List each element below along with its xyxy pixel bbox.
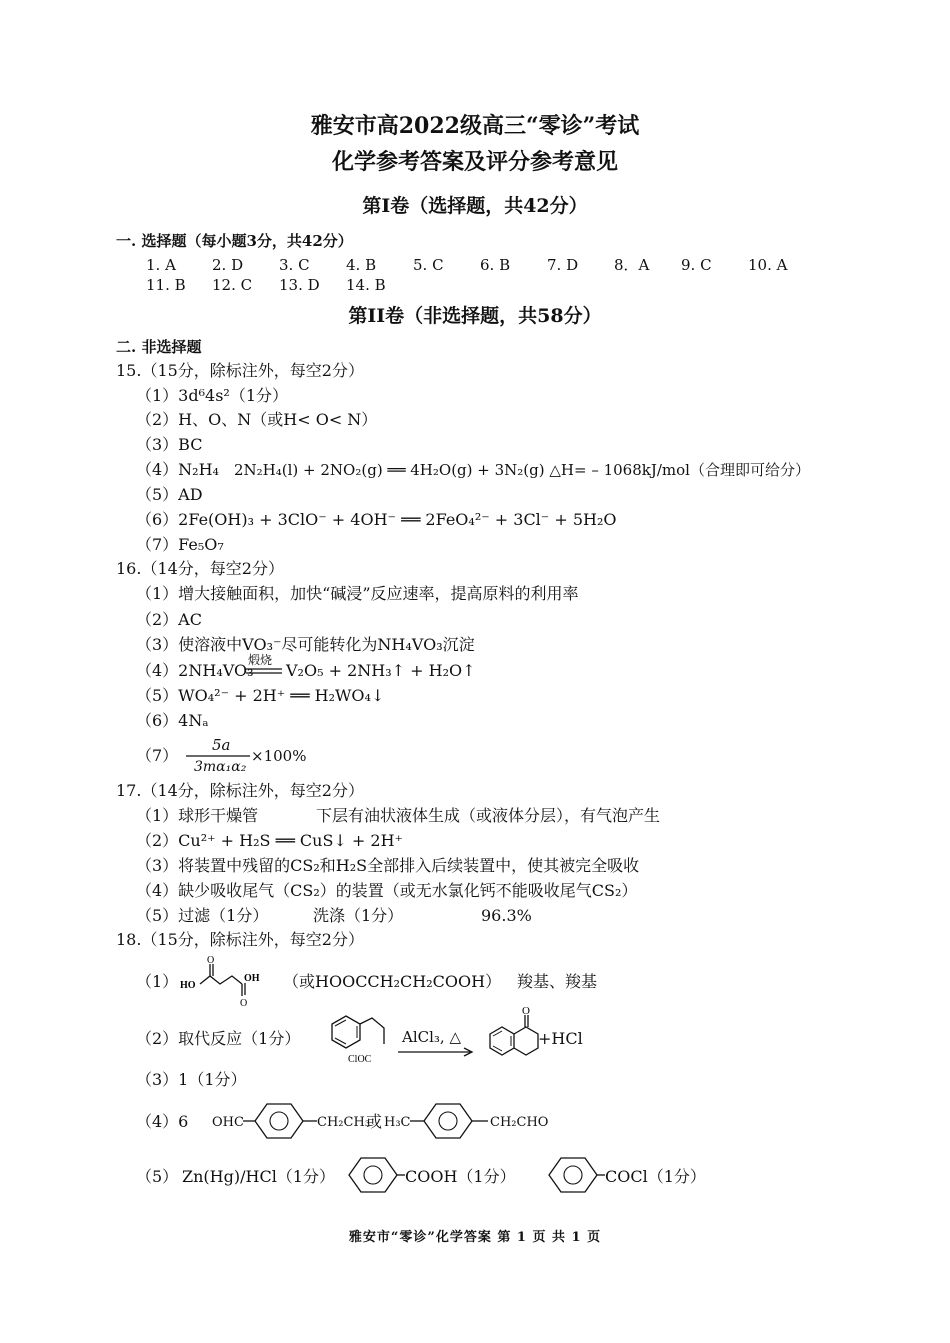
q15-answer-2: （2）H、O、N（或H< O< N） [136,410,378,429]
succinic-o-bottom: O [240,998,248,1009]
q15-answer-7: （7）Fe₅O₇ [136,535,224,554]
page-footer: 雅安市“零诊”化学答案 第 1 页 共 1 页 [348,1230,602,1245]
mc-answer: 3. C [279,256,310,274]
q18-answer-5-label: （5） [136,1167,179,1186]
q17-answer-5c: 96.3% [481,906,532,925]
q17-answer-5b: 洗涤（1分） [313,906,404,925]
succinic-ho: HO [180,980,196,991]
q18-answer-3: （3）1（1分） [136,1070,247,1089]
mc-answer: 6. B [480,256,511,274]
mc-answer: 1. A [146,256,176,274]
reactant-cloc-label: ClOC [348,1054,372,1065]
isomer-1-ethyl: CH₂CH₃ [317,1115,370,1130]
mc-answer: 10. A [748,256,788,274]
q18-header: 18.（15分，除标注外，每空2分） [116,930,364,949]
q18-answer-5-cooh: COOH（1分） [405,1167,516,1186]
part1-heading: 第I卷（选择题，共42分） [362,195,588,217]
q17-answer-1b: 下层有油状液体生成（或液体分层），有气泡产生 [316,806,661,825]
succinic-acid-structure [178,954,278,1010]
q17-answer-5a: （5）过滤（1分） [136,906,269,925]
succinic-oh: OH [244,973,260,984]
q18-answer-2-label: （2）取代反应（1分） [136,1029,301,1048]
q16-fraction-numerator: 5a [212,736,231,754]
q18-reaction-arrow [398,1048,478,1056]
isomer-or: 或 [366,1112,383,1131]
mc-answer: 11. B [146,276,186,294]
q16-answer-7-tail: ×100% [251,747,307,765]
mc-answer: 4. B [346,256,377,274]
page-title: 雅安市高2022级高三“零诊”考试 [310,113,640,139]
mc-answer: 5. C [413,256,444,274]
q17-answer-3: （3）将装置中残留的CS₂和H₂S全部排入后续装置中，使其被完全吸收 [136,856,640,875]
benzoic-acid-ring [345,1152,409,1200]
q17-header: 17.（14分，除标注外，每空2分） [116,781,364,800]
q16-answer-3: （3）使溶液中VO₃⁻尽可能转化为NH₄VO₃沉淀 [136,635,475,654]
q18-answer-2-hcl: +HCl [538,1029,583,1048]
q18-answer-1-formula: （或HOOCCH₂CH₂COOH） [283,972,502,991]
q16-answer-2: （2）AC [136,610,202,629]
mc-answer: 9. C [681,256,712,274]
isomer-1-ohc: OHC [212,1115,244,1130]
q15-answer-4-equation: 2N₂H₄(l) + 2NO₂(g) ══ 4H₂O(g) + 3N₂(g) △H= – 1068kJ/mol（合理即可给分） [234,461,810,479]
succinic-o-top: O [207,955,215,966]
q16-answer-7-label: （7） [136,746,179,765]
acyl-chloride-reactant-structure [326,1012,396,1068]
mc-answer: 8．A [614,256,650,274]
q17-answer-4: （4）缺少吸收尾气（CS₂）的装置（或无水氯化钙不能吸收尾气CS₂） [136,881,638,900]
q18-answer-5-reagent: Zn(Hg)/HCl（1分） [182,1167,335,1186]
benzoyl-chloride-ring [545,1152,609,1200]
q18-answer-1-groups: 羧基、羧基 [517,972,598,991]
q18-answer-2-condition: AlCl₃, △ [402,1028,461,1046]
isomer-2-benzene-ring [410,1098,494,1146]
q16-header: 16.（14分，每空2分） [116,559,284,578]
q15-answer-4-label: （4）N₂H₄ [136,460,219,479]
q18-answer-5-cocl: COCl（1分） [605,1167,706,1186]
part1-section-label: 一. 选择题（每小题3分，共42分） [116,232,353,250]
q15-answer-3: （3）BC [136,435,203,454]
q16-fraction-denominator: 3mα₁α₂ [194,759,247,775]
q15-answer-1: （1）3d⁶4s²（1分） [136,386,289,405]
product-o-label: O [522,1005,530,1017]
mc-answer: 13. D [279,276,320,294]
q15-answer-6: （6）2Fe(OH)₃ + 3ClO⁻ + 4OH⁻ ══ 2FeO₄²⁻ + 3Cl⁻ + 5H₂O [136,510,617,529]
q18-answer-1-label: （1） [136,972,179,991]
isomer-2-ch2cho: CH₂CHO [490,1115,549,1130]
mc-answer: 7. D [547,256,579,274]
part2-heading: 第II卷（非选择题，共58分） [348,305,602,327]
mc-answer: 14. B [346,276,386,294]
mc-answer: 12. C [212,276,253,294]
q18-answer-4-label: （4）6 [136,1112,189,1131]
q16-answer-5: （5）WO₄²⁻ + 2H⁺ ══ H₂WO₄↓ [136,686,385,705]
page-subtitle: 化学参考答案及评分参考意见 [331,149,618,175]
isomer-1-benzene-ring [243,1098,323,1146]
tetralone-product-structure [474,1006,544,1066]
mc-answer: 2. D [212,256,244,274]
q16-answer-6: （6）4Nₐ [136,711,209,730]
q16-answer-4-left: （4）2NH₄VO₃ [136,661,254,680]
q17-answer-2: （2）Cu²⁺ + H₂S ══ CuS↓ + 2H⁺ [136,831,404,850]
part2-section-label: 二. 非选择题 [116,338,202,356]
q15-header: 15.（15分，除标注外，每空2分） [116,361,364,380]
isomer-2-h3c: H₃C [384,1115,411,1130]
q15-answer-5: （5）AD [136,485,203,504]
q16-answer-4-right: V₂O₅ + 2NH₃↑ + H₂O↑ [286,661,476,680]
q16-answer-1: （1）增大接触面积，加快“碱浸”反应速率，提高原料的利用率 [136,584,579,603]
q16-reaction-arrow [246,668,282,676]
q16-answer-4-condition: 煅烧 [248,653,273,667]
q17-answer-1: （1）球形干燥管 [136,806,259,825]
